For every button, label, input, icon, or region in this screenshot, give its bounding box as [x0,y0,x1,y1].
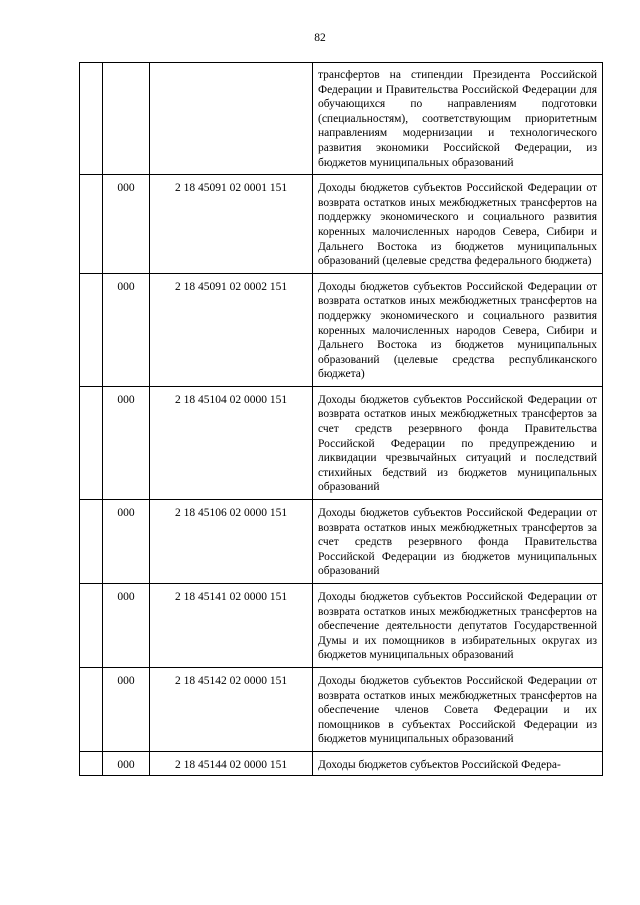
description-cell: Доходы бюджетов субъектов Российской Федерации от возврата остатков иных межбюджетных трансфертов на обеспечение деятельности депутатов Государственной Думы и их помощников в избирательных округах из бюджетов муниципальных образований [313,584,603,668]
blank-cell [80,63,103,175]
table-row [80,63,603,175]
description-cell: трансфертов на стипендии Президента Российской Федерации и Правительства Российской Федерации для обучающихся по направлениям подготовки (специальностям), соответствующим приоритетным направлениям модернизации и технологического развития экономики Российской Федерации, из бюджетов муниципальных образований [313,63,603,175]
budget-classification-table [79,62,603,776]
table-row [80,175,603,274]
description-cell: Доходы бюджетов субъектов Российской Федера- [313,751,603,775]
admin-code-cell: 000 [103,667,150,751]
budget-code-cell: 2 18 45104 02 0000 151 [150,386,313,499]
budget-code-cell: 2 18 45091 02 0001 151 [150,175,313,274]
table-row [80,751,603,775]
admin-code-cell: 000 [103,751,150,775]
budget-code-cell: 2 18 45106 02 0000 151 [150,500,313,584]
table-row [80,667,603,751]
page-number: 82 [314,32,326,44]
admin-code-cell: 000 [103,273,150,386]
blank-cell [80,386,103,499]
budget-code-cell: 2 18 45141 02 0000 151 [150,584,313,668]
admin-code-cell [103,63,150,175]
description-cell: Доходы бюджетов субъектов Российской Федерации от возврата остатков иных межбюджетных трансфертов на обеспечение членов Совета Федерации и их помощников в субъектах Российской Федерации из бюджетов муниципальных образований [313,667,603,751]
blank-cell [80,584,103,668]
blank-cell [80,273,103,386]
table-row [80,584,603,668]
admin-code-cell: 000 [103,175,150,274]
blank-cell [80,751,103,775]
table-row [80,386,603,499]
budget-code-cell: 2 18 45144 02 0000 151 [150,751,313,775]
description-cell: Доходы бюджетов субъектов Российской Федерации от возврата остатков иных межбюджетных трансфертов за счет средств резервного фонда Правительства Российской Федерации из бюджетов муниципальных образований [313,500,603,584]
description-cell: Доходы бюджетов субъектов Российской Федерации от возврата остатков иных межбюджетных трансфертов на поддержку экономического и социального развития коренных малочисленных народов Севера, Сибири и Дальнего Востока из бюджетов муниципальных образований (целевые средства федерального бюджета) [313,175,603,274]
blank-cell [80,667,103,751]
admin-code-cell: 000 [103,584,150,668]
admin-code-cell: 000 [103,500,150,584]
blank-cell [80,500,103,584]
description-cell: Доходы бюджетов субъектов Российской Федерации от возврата остатков иных межбюджетных трансфертов на поддержку экономического и социального развития коренных малочисленных народов Севера, Сибири и Дальнего Востока из бюджетов муниципальных образований (целевые средства республиканского бюджета) [313,273,603,386]
budget-code-cell [150,63,313,175]
description-cell: Доходы бюджетов субъектов Российской Федерации от возврата остатков иных межбюджетных трансфертов за счет средств резервного фонда Правительства Российской Федерации по предупреждению и ликвидации чрезвычайных ситуаций и последствий стихийных бедствий из бюджетов муниципальных образований [313,386,603,499]
budget-code-cell: 2 18 45142 02 0000 151 [150,667,313,751]
table-row [80,500,603,584]
blank-cell [80,175,103,274]
table-row [80,273,603,386]
budget-code-cell: 2 18 45091 02 0002 151 [150,273,313,386]
admin-code-cell: 000 [103,386,150,499]
